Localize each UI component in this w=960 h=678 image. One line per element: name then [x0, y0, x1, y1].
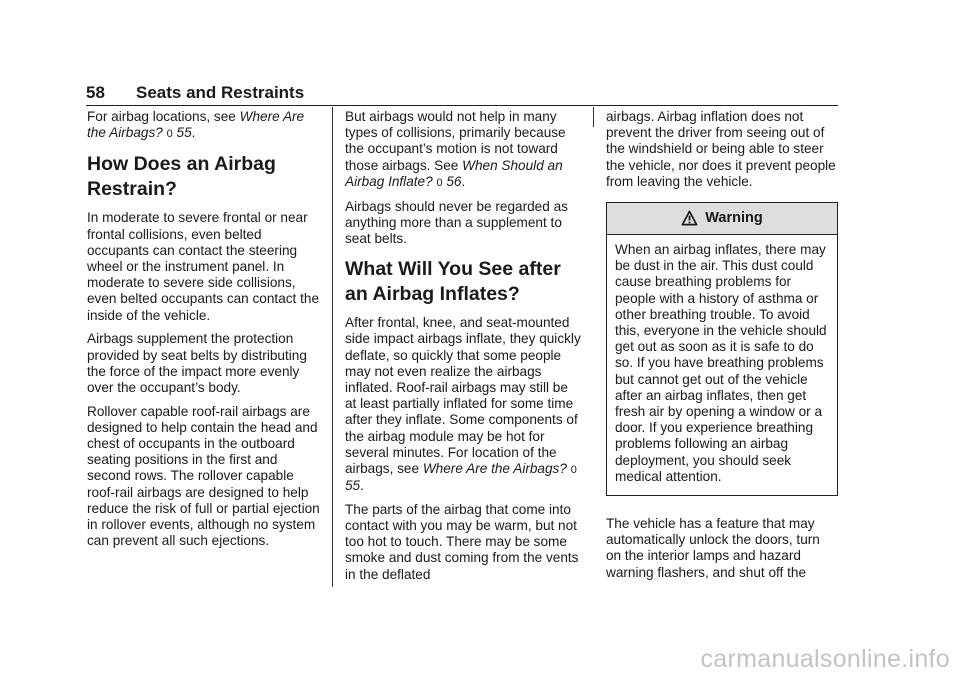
column-3 — [606, 109, 838, 588]
warning-title: Warning — [705, 210, 763, 227]
warning-text: When an airbag inflates, there may be dust in the air. This dust could cause breathing problems for people with a history of asthma or other breathing trouble. To avoid this, everyone in the vehicle should get out as soon as it is safe to do so. If you have breathing problems but cannot get out of the vehicle after an airbag inflates, then get fresh air by opening a window or a door. If you experience breathing problems following an airbag deployment, you should seek medical attention. — [615, 242, 827, 484]
page-ref-arrow-icon: 0 — [570, 463, 577, 476]
section-heading: What Will You See after an Airbag Inflates? — [345, 258, 561, 305]
warning-header — [607, 203, 837, 235]
cross-reference-link[interactable]: When Should an Airbag Inflate? 0 56 — [345, 157, 563, 189]
page-ref-arrow-icon: 0 — [166, 128, 173, 141]
paragraph: Rollover capable roof-rail airbags are designed to help contain the head and chest of occupants in the outboard seating positions in the first and second rows. The rollover capable roof-rail airbags are designed to help reduce the risk of full or partial ejection in rollover events, although no system can prevent all such ejections. — [87, 403, 320, 549]
paragraph: The parts of the airbag that come into contact with you may be warm, but not too hot to touch. There may be some smoke and dust coming from the vents in the deflated — [345, 501, 579, 582]
warning-icon — [681, 210, 698, 227]
column-2 — [345, 109, 581, 590]
cross-reference-link[interactable]: Where Are the Airbags? 0 55 — [87, 109, 305, 141]
column-divider — [332, 107, 333, 587]
watermark: carmanualsonline.info — [700, 645, 950, 673]
paragraph: But airbags would not help in many types of collisions, primarily because the occupant’s motion is not toward those airbags. See When Should an Airbag Inflate? 0 56. — [345, 109, 566, 189]
page-ref-arrow-icon: 0 — [436, 176, 443, 189]
page-header — [86, 81, 838, 106]
warning-box — [606, 202, 838, 496]
cross-reference-link[interactable]: Where Are the Airbags? 0 55 — [345, 460, 577, 494]
paragraph: In moderate to severe frontal or near frontal collisions, even belted occupants can contact the steering wheel or the instrument panel. In moderate to severe side collisions, even belted occupants can contact the inside of the vehicle. — [87, 210, 320, 323]
paragraph: airbags. Airbag inflation does not prevent the driver from seeing out of the windshield or being able to steer the vehicle, nor does it prevent people from leaving the vehicle. — [606, 109, 836, 189]
paragraph: Airbags should never be regarded as anything more than a supplement to seat belts. — [345, 198, 568, 246]
paragraph: After frontal, knee, and seat-mounted side impact airbags inflate, they quickly deflate, so quickly that some people may not even realize the airbags inflated. Roof-rail airbags may still be at least partially inflated for some time after they inflate. Some components of the airbag module may be hot for several minutes. For location of the airbags, see Where Are the Airbags? 0 55. — [345, 315, 581, 494]
section-heading: How Does an Airbag Restrain? — [87, 153, 276, 200]
intro-paragraph: For airbag locations, see Where Are the Airbags? 0 55. — [87, 109, 305, 141]
section-title: Seats and Restraints — [136, 83, 305, 102]
paragraph: The vehicle has a feature that may automatically unlock the doors, turn on the interior lamps and hazard warning flashers, and shut off the — [606, 516, 820, 580]
column-1 — [87, 109, 323, 557]
page-number: 58 — [86, 83, 105, 102]
column-divider — [593, 107, 594, 127]
paragraph: Airbags supplement the protection provided by seat belts by distributing the force of the impact more evenly over the occupant’s body. — [87, 331, 307, 395]
